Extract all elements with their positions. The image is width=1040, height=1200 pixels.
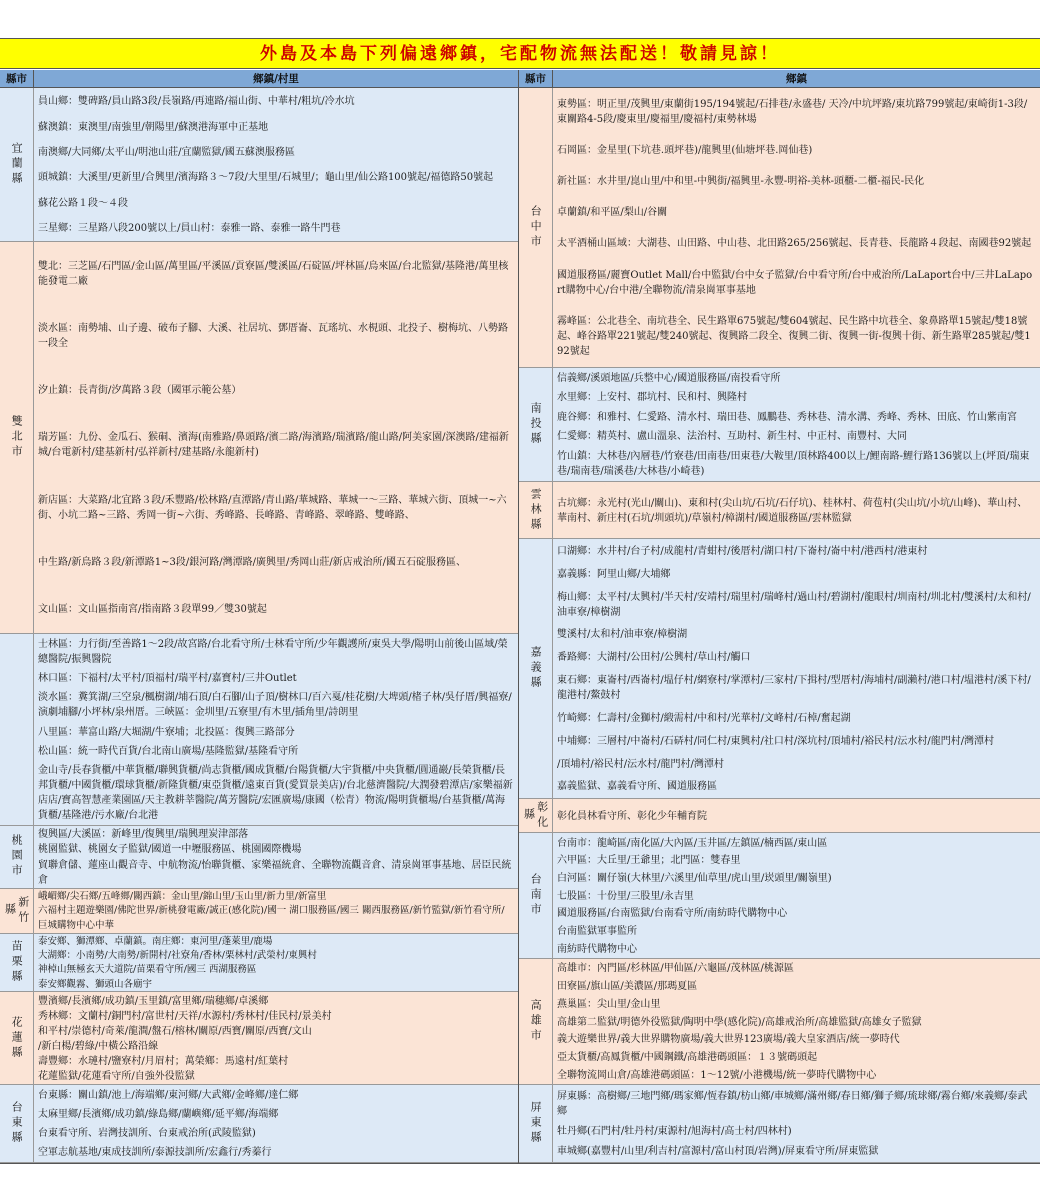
county-name: 嘉義縣 [519, 539, 553, 799]
county-group [0, 1085, 518, 1163]
county-group [0, 88, 518, 242]
area-line: /頂埔村/裕民村/沄水村/龍門村/灣潭村 [557, 758, 724, 770]
county-group [519, 368, 1040, 482]
county-name: 雲林縣 [519, 482, 553, 538]
county-group [0, 826, 518, 888]
area-line: 鹿谷鄉：和雅村、仁愛路、清水村、瑞田巷、鳳鵬巷、秀林巷、清水溝、秀峰、秀林、田底、竹山紫南宮 [557, 411, 1017, 423]
area-line: 三星鄉：三星路八段200號以上/員山村：泰雅一路、泰雅一路牛門巷 [38, 222, 341, 234]
county-group [519, 959, 1040, 1085]
area-line: 頭城鎮：大溪里/更新里/合興里/濱海路３～7段/大里里/石城里/；龜山里/仙公路100號起/福德路50號起 [38, 172, 494, 184]
area-line: 卓蘭鎮/和平區/梨山/谷關 [557, 207, 668, 219]
area-line: 峨嵋鄉/尖石鄉/五峰鄉/關西鎮：金山里/錦山里/玉山里/新力里/新富里 [38, 890, 327, 902]
area-line: 六甲區：大丘里/王爺里；北門區：雙春里 [557, 855, 741, 867]
county-group [519, 833, 1040, 959]
county-name [0, 634, 34, 826]
area-line: 國道服務區/麗寶Outlet Mall/台中監獄/台中女子監獄/台中看守所/台中戒治所/LaLaport台中/三井LaLaport購物中心/台中港/全聯物流/清泉崗軍事基地 [557, 269, 1033, 296]
county-name: 桃園市 [0, 826, 34, 887]
county-group [0, 889, 518, 934]
county-group [0, 992, 518, 1085]
county-group [519, 1085, 1040, 1163]
area-list [34, 826, 518, 887]
area-line: 淡水區：南勢埔、山子邊、破布子腳、大溪、社居坑、鄧厝崙、瓦瑤坑、水梘頭、北投子、樹梅坑、八勢路一段全 [38, 323, 508, 350]
area-line: /新白楊/碧綠/中橫公路沿線 [38, 1040, 159, 1052]
area-line: 雙北：三芝區/石門區/金山區/萬里區/平溪區/貢寮區/雙溪區/石碇區/坪林區/烏來區/台北監獄/基隆港/萬里核能發電二廠 [38, 261, 509, 288]
area-line: 壽豐鄉：水璉村/鹽寮村/月眉村；萬榮鄉：馬遠村/紅葉村 [38, 1056, 289, 1068]
area-line: 和平村/崇德村/奇萊/龍澗/盤石/榕林/關原/西寶/關原/西寶/文山 [38, 1025, 312, 1037]
area-line: 高雄第二監獄/明德外役監獄/陶明中學(感化院)/高雄戒治所/高雄監獄/高雄女子監獄 [557, 1016, 922, 1028]
area-line: 竹崎鄉：仁壽村/金獅村/緞需村/中和村/光華村/文峰村/石棹/奮起湖 [557, 712, 851, 724]
area-list [34, 889, 518, 933]
left-column [0, 88, 519, 1163]
county-name: 屏東縣 [519, 1085, 553, 1162]
area-line: 東勢區：明正里/茂興里/東蘭街195/194號起/石排巷/永盛巷/ 天冷/中坑坪路/東坑路799號起/東崎街1-3段/東關路4-5段/慶東里/慶福里/慶福村/東勢林場 [557, 99, 1028, 126]
area-line: 士林區：力行街/至善路1～2段/故宮路/台北看守所/士林看守所/少年觀護所/東吳大學/陽明山前後山區域/榮總醫院/振興醫院 [38, 638, 508, 665]
county-group [0, 934, 518, 992]
area-line: 台南市：龍崎區/南化區/大內區/玉井區/左鎮區/楠西區/東山區 [557, 837, 828, 849]
header-area-left: 鄉鎮/村里 [34, 70, 519, 88]
area-line: 松山區：統一時代百貨/台北南山廣場/基隆監獄/基隆看守所 [38, 745, 299, 757]
area-list [553, 88, 1040, 367]
area-list [34, 242, 518, 633]
area-line: 金山寺/長春貨櫃/中華貨櫃/聯興貨櫃/尚志貨櫃/國成貨櫃/台陽貨櫃/大宇貨櫃/中央貨櫃/圓通巖/長榮貨櫃/長邦貨櫃/中國貨櫃/環球貨櫃/新隆貨櫃/東亞貨櫃/遠東百貨(愛買景美店)/台北慈濟醫院/大潤發碧潭店/家樂福新店店/寶高智慧產業園區/天主教耕莘醫院/萬芳醫院/宏匯廣場/康國（松青）物流/陽明貨櫃場/台基貨櫃/萬海貨櫃/基隆港/污水廠/台北港 [38, 765, 513, 822]
area-line: 石岡區：金星里(下坑巷.頭坪巷)/龍興里(仙塘坪巷.岡仙巷) [557, 145, 813, 157]
county-group [519, 539, 1040, 800]
header-county-left: 縣市 [0, 70, 34, 88]
area-line: 貿聯倉儲、蓮座山觀音寺、中航物流/怡聯貨櫃、家樂福統倉、全聯物流觀音倉、清泉崗軍事基地、居臣民統倉 [38, 859, 512, 886]
area-line: 大湖鄉：小南勢/大南勢/新開村/社寮角/香林/栗林村/武榮村/東興村 [38, 950, 317, 962]
area-line: 蘇花公路１段～４段 [38, 197, 128, 209]
area-line: 員山鄉：雙碑路/員山路3段/長嶺路/再連路/福山街、中華村/粗坑/冷水坑 [38, 96, 355, 108]
area-line: 雙溪村/太和村/油車寮/樟樹湖 [557, 629, 688, 641]
area-line: 仁愛鄉：精英村、盧山溫泉、法治村、互助村、新生村、中正村、南豐村、大同 [557, 431, 907, 443]
county-name: 台東縣 [0, 1085, 34, 1162]
area-line: 東石鄉：東崙村/西崙村/塭仔村/網寮村/掌潭村/三家村/下揖村/型厝村/海埔村/副瀨村/港口村/塭港村/溪下村/龍港村/鰲鼓村 [557, 675, 1031, 702]
county-name: 台南市 [519, 833, 553, 958]
area-line: 台東縣：關山鎮/池上/海端鄉/東河鄉/大武鄉/金峰鄉/達仁鄉 [38, 1090, 299, 1102]
area-line: 豐濱鄉/長濱鄉/成功鎮/玉里鎮/富里鄉/瑞穗鄉/卓溪鄉 [38, 995, 269, 1007]
county-name: 台中市 [519, 88, 553, 367]
area-line: 竹山鎮：大林巷/內層巷/竹寮巷/田南巷/田東巷/大鞍里/頂林路400以上/鯉南路-鯉行路136號以上(坪頂/瑞東巷/瑞南巷/瑞溪巷/大林巷/小崎巷) [557, 450, 1030, 477]
area-list [34, 88, 518, 241]
area-list [553, 368, 1040, 481]
county-group [519, 88, 1040, 368]
area-line: 燕巢區：尖山里/金山里 [557, 998, 661, 1010]
area-line: 白河區：關仔嶺(大林里/六溪里/仙草里/虎山里/崁頭里/關嶺里) [557, 872, 832, 884]
area-line: 田寮區/旗山區/美濃區/那瑪夏區 [557, 981, 698, 993]
area-list [553, 539, 1040, 799]
area-line: 空軍志航基地/東成技訓所/泰源技訓所/宏鑫行/秀蓁行 [38, 1147, 272, 1159]
area-line: 梅山鄉：太平村/太興村/半天村/安靖村/瑞里村/瑞峰村/過山村/碧湖村/龍眼村/圳南村/圳北村/雙溪村/太和村/油車寮/樟樹湖 [557, 591, 1031, 618]
area-line: 中生路/新烏路３段/新潭路1~3段/銀河路/灣潭路/廣興里/秀岡山莊/新店戒治所/國五石碇服務區、 [38, 556, 467, 568]
area-line: 七股區：十份里/三股里/永吉里 [557, 890, 694, 902]
area-line: 秀林鄉：文蘭村/銅門村/富世村/天祥/水源村/秀林村/佳民村/景美村 [38, 1010, 332, 1022]
area-line: 屏東縣：高樹鄉/三地門鄉/瑪家鄉/恆春鎮/枋山鄉/車城鄉/滿州鄉/春日鄉/獅子鄉/琉球鄉/霧台鄉/來義鄉/泰武鄉 [557, 1090, 1028, 1117]
area-line: 太平酒桶山區域：大湖巷、山田路、中山巷、北田路265/256號起、長青巷、長龍路４段起、南國巷92號起 [557, 238, 1032, 250]
area-line: 六福村主題遊樂園/佛陀世界/新桃發電廠/誠正(感化院)/國一 湖口服務區/國三 關西服務區/新竹監獄/新竹看守所/巨城購物中心中華 [38, 905, 505, 931]
area-list [553, 799, 1040, 832]
area-line: 南澳鄉/大同鄉/太平山/明池山莊/宜蘭監獄/國五蘇澳服務區 [38, 146, 295, 158]
area-line: 霧峰區：公北巷全、南坑巷全、民生路單675號起/雙604號起、民生路中坑巷全、象鼻路單15號起/雙18號起、峰谷路單221號起/雙240號起、復興路二段全、復興二街、復興一街-復興十街、新生路單285號起/雙192號起 [557, 315, 1031, 357]
county-name: 雙北市 [0, 242, 34, 633]
area-list [34, 1085, 518, 1162]
area-line: 新社區：水井里/崑山里/中和里-中興街/福興里-永豐-明裕-美林-頭櫃-二櫃-福民-民化 [557, 176, 925, 188]
area-line: 番路鄉：大湖村/公田村/公興村/草山村/觸口 [557, 652, 751, 664]
area-line: 神棹山無極玄天大道院/苗栗看守所/國三 西湖服務區 [38, 964, 257, 976]
area-line: 瑞芳區：九份、金瓜石、猴硐、濱海(南雅路/鼻頭路/濱二路/海濱路/瑞濱路/龍山路/阿美家園/深澳路/建福新城/台電新村/建基新村/弘祥新村/建基路/永龍新村) [38, 432, 509, 459]
area-line: 台南監獄軍事監所 [557, 926, 637, 938]
county-group [519, 799, 1040, 833]
county-group [519, 482, 1040, 539]
area-list [34, 992, 518, 1084]
header-county-right: 縣市 [519, 70, 553, 88]
area-list [553, 482, 1040, 538]
area-line: 太麻里鄉/長濱鄉/成功鎮/綠島鄉/蘭嶼鄉/延平鄉/海端鄉 [38, 1109, 279, 1121]
area-line: 南紡時代購物中心 [557, 943, 637, 955]
area-line: 淡水區：糞箕湖/三空泉/楓樹湖/埔石頂/白石腳/山子頂/樹林口/百六戛/桂花樹/大埤頭/楮子林/吳仔厝/興福寮/演劇埔腳/小坪林/泉州厝。三峽區：金圳里/五寮里/有木里/插角里/詩朗里 [38, 692, 512, 719]
area-line: 古坑鄉：永光村(光山/關山)、東和村(尖山坑/石坑/石仔坑)、桂林村、荷苞村(尖山坑/小坑/山峰)、華山村、華南村、新庄村(石坑/圳頭坑)/草嶺村/樟湖村/國道服務區/雲林監獄 [557, 497, 1028, 524]
area-line: 高雄市：內門區/杉林區/甲仙區/六龜區/茂林區/桃源區 [557, 963, 794, 975]
area-line: 桃園監獄、桃園女子監獄/國道一中壢服務區、桃園國際機場 [38, 844, 302, 856]
area-line: 蘇澳鎮：東澳里/南強里/朝陽里/蘇澳港海軍中正基地 [38, 121, 269, 133]
area-line: 汐止鎮：長青街/汐萬路３段（國軍示範公墓） [38, 385, 242, 397]
area-line: 信義鄉/溪頭地區/兵整中心/國道服務區/南投看守所 [557, 373, 781, 384]
area-list [553, 959, 1040, 1084]
area-list [553, 833, 1040, 958]
area-line: 嘉義縣：阿里山鄉/大埔鄉 [557, 568, 671, 580]
area-line: 全聯物流岡山倉/高雄港碼頭區：1～12號/小港機場/統一夢時代購物中心 [557, 1069, 877, 1081]
county-group [0, 242, 518, 634]
county-name: 彰化縣 [519, 799, 553, 832]
area-list [34, 934, 518, 991]
county-group [0, 634, 518, 827]
area-line: 彰化員林看守所、彰化少年輔育院 [557, 810, 707, 822]
area-line: 花蓮監獄/花蓮看守所/自強外役監獄 [38, 1071, 195, 1083]
area-line: 口湖鄉：水井村/台子村/成龍村/青蚶村/後厝村/湖口村/下崙村/崙中村/港西村/港東村 [557, 545, 928, 557]
county-name: 新竹縣 [0, 889, 34, 933]
area-line: 義大遊樂世界/義大世界購物廣場/義大世界123廣場/義大皇家酒店/統一夢時代 [557, 1034, 900, 1046]
area-line: 泰安鄉觀霧、獅頭山各廟宇 [38, 978, 153, 990]
area-line: 牡丹鄉(石門村/牡丹村/東源村/旭海村/高士村/四林村) [557, 1126, 792, 1138]
area-line: 水里鄉：上安村、郡坑村、民和村、興隆村 [557, 392, 747, 404]
table-title: 外島及本島下列偏遠鄉鎮，宅配物流無法配送！敬請見諒！ [0, 39, 1040, 69]
area-line: 八里區：華富山路/大堀湖/牛寮埔；北投區：復興三路部分 [38, 726, 295, 738]
area-line: 嘉義監獄、嘉義看守所、國道服務區 [557, 781, 717, 793]
county-name: 花蓮縣 [0, 992, 34, 1084]
area-line: 車城鄉(嘉豐村/山里/利吉村/富源村/富山村頂/岩灣)/屏東看守所/屏東監獄 [557, 1146, 879, 1158]
area-list [553, 1085, 1040, 1162]
area-line: 林口區：下福村/太平村/頂福村/瑞平村/嘉寶村/三井Outlet [38, 673, 297, 685]
area-line: 新店區：大菜路/北宜路３段/禾豐路/松林路/直潭路/青山路/華城路、華城一～三路、華城六街、頂城一~六街、小坑二路~三路、秀岡一街~六街、秀峰路、長峰路、青峰路、翠峰路、雙峰路、 [38, 494, 507, 521]
area-line: 台東看守所、岩灣技訓所、台東戒治所(武陵監獄) [38, 1128, 256, 1140]
county-name: 南投縣 [519, 368, 553, 481]
county-name: 宜蘭縣 [0, 88, 34, 241]
area-list [34, 634, 518, 826]
county-name: 高雄市 [519, 959, 553, 1084]
area-line: 復興區/大溪區：新峰里/復興里/瑞興理炭津部落 [38, 829, 249, 841]
area-line: 中埔鄉：三層村/中崙村/石硦村/同仁村/東興村/社口村/深坑村/頂埔村/裕民村/沄水村/龍門村/灣潭村 [557, 735, 995, 747]
delivery-exclusion-table [0, 38, 1040, 1164]
area-line: 泰安鄉、獅潭鄉、卓蘭鎮。南庄鄉：東河里/蓬萊里/鹿場 [38, 936, 273, 948]
header-area-right: 鄉鎮 [553, 70, 1040, 88]
right-column [519, 88, 1040, 1163]
county-name: 苗栗縣 [0, 934, 34, 991]
area-line: 亞太貨櫃/高鳳貨櫃/中國鋼鐵/高雄港碼頭區：１３號碼頭起 [557, 1052, 818, 1063]
area-line: 國道服務區/台南監獄/台南看守所/南紡時代購物中心 [557, 908, 788, 920]
area-line: 文山區：文山區指南宮/指南路３段單99／雙30號起 [38, 603, 267, 615]
